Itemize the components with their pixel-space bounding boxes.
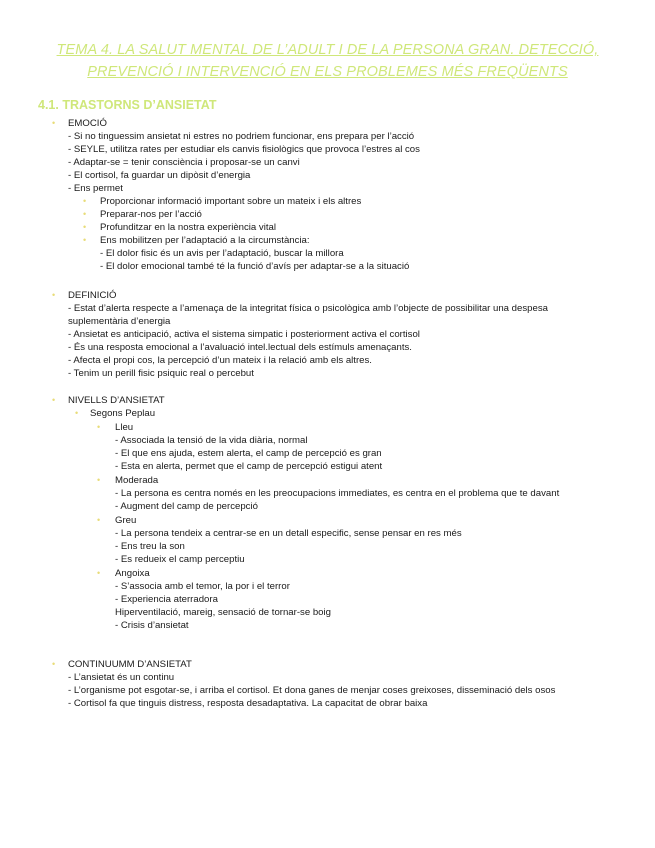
bullet-icon: • (52, 395, 56, 405)
permet-item: Preparar-nos per l’acció (100, 209, 202, 220)
bullet-icon: • (83, 222, 87, 232)
permet-item: Profunditzar en la nostra experiència vital (100, 222, 276, 233)
definicio-line: - Tenim un perill fisic psiquic real o percebut (68, 368, 254, 379)
nivells-heading: NIVELLS D’ANSIETAT (68, 395, 165, 406)
emocio-line: - Si no tinguessim ansietat ni estres no podriem funcionar, ens prepara per l’acció (68, 131, 415, 142)
definicio-line: - Estat d’alerta respecte a l’amenaça de la integritat física o psicològica amb l’objecte de possibilitar una despesa (68, 303, 548, 314)
bullet-icon: • (97, 475, 101, 485)
emocio-line: - El cortisol, fa guardar un dipòsit d’energia (68, 170, 251, 181)
continuum-heading: CONTINUUMM D’ANSIETAT (68, 659, 192, 670)
document-title-line-1: TEMA 4. LA SALUT MENTAL DE L’ADULT I DE LA PERSONA GRAN. DETECCIÓ, (56, 42, 599, 58)
dolor-line: - El dolor fisic és un avis per l’adaptació, buscar la millora (100, 248, 344, 259)
definicio-line: - Afecta el propi cos, la percepció d’un mateix i la relació amb els altres. (68, 355, 372, 366)
level-line: - La persona es centra només en les preocupacions immediates, es centra en el problema que te davant (115, 488, 560, 499)
permet-item: Ens mobilitzen per l’adaptació a la circumstància: (100, 235, 310, 246)
continuum-line: - L’organisme pot esgotar-se, i arriba el cortisol. Et dona ganes de menjar coses greixoses, disseminació dels osos (68, 685, 556, 696)
level-name: Lleu (115, 422, 134, 433)
level-line: - Crisis d’ansietat (115, 620, 189, 631)
bullet-icon: • (83, 235, 87, 245)
level-name: Angoixa (115, 568, 150, 579)
level-name: Greu (115, 515, 137, 526)
level-line: - El que ens ajuda, estem alerta, el camp de percepció es gran (115, 448, 382, 459)
bullet-icon: • (97, 568, 101, 578)
definicio-line: suplementària d’energia (68, 316, 171, 327)
bullet-icon: • (52, 659, 56, 669)
level-line: - La persona tendeix a centrar-se en un detall especific, sense pensar en res més (115, 528, 462, 539)
definicio-heading: DEFINICIÓ (68, 290, 117, 301)
bullet-icon: • (83, 209, 87, 219)
section-heading: 4.1. TRASTORNS D’ANSIETAT (38, 98, 217, 112)
level-line: - Esta en alerta, permet que el camp de percepció estigui atent (115, 461, 383, 472)
bullet-icon: • (83, 196, 87, 206)
emocio-line: - SEYLE, utilitza rates per estudiar els canvis fisiològics que provoca l’estres al cos (68, 144, 420, 155)
emocio-line: - Adaptar-se = tenir consciència i proposar-se un canvi (68, 157, 300, 168)
continuum-line: - Cortisol fa que tinguis distress, resposta desadaptativa. La capacitat de obrar baixa (68, 698, 428, 709)
level-line: - Ens treu la son (115, 541, 185, 552)
bullet-icon: • (52, 290, 56, 300)
definicio-line: - És una resposta emocional a l’avaluació intel.lectual dels estímuls amenaçants. (68, 342, 412, 353)
level-line: Hiperventilació, mareig, sensació de tornar-se boig (115, 607, 331, 618)
level-line: - Es redueix el camp perceptiu (115, 554, 245, 565)
permet-item: Proporcionar informació important sobre un mateix i els altres (100, 196, 362, 207)
bullet-icon: • (52, 118, 56, 128)
definicio-line: - Ansietat es anticipació, activa el sistema simpatic i posteriorment activa el cortisol (68, 329, 420, 340)
level-line: - Experiencia aterradora (115, 594, 218, 605)
level-line: - S’associa amb el temor, la por i el terror (115, 581, 290, 592)
bullet-icon: • (97, 515, 101, 525)
nivells-author: Segons Peplau (90, 408, 156, 419)
document-title-line-2: PREVENCIÓ I INTERVENCIÓ EN ELS PROBLEMES MÉS FREQÜENTS (87, 64, 568, 80)
level-line: - Augment del camp de percepció (115, 501, 258, 512)
bullet-icon: • (97, 422, 101, 432)
emocio-heading: EMOCIÓ (68, 118, 107, 129)
bullet-icon: • (75, 408, 79, 418)
dolor-line: - El dolor emocional també té la funció d’avís per adaptar-se a la situació (100, 261, 410, 272)
level-name: Moderada (115, 475, 159, 486)
continuum-line: - L’ansietat és un continu (68, 672, 175, 683)
emocio-line: - Ens permet (68, 183, 123, 194)
level-line: - Associada la tensió de la vida diària, normal (115, 435, 308, 446)
